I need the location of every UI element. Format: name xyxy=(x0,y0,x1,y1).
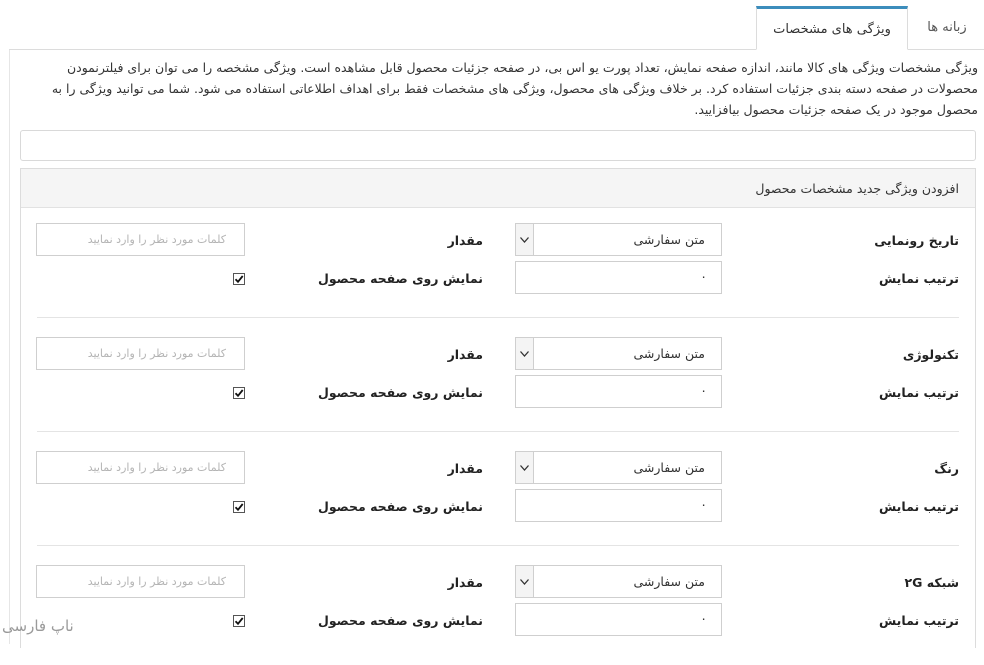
display-order-value: ۰ xyxy=(700,269,707,284)
display-order-value: ۰ xyxy=(700,611,707,626)
tab-label: زبانه ها xyxy=(927,20,967,35)
show-on-product-label: نمایش روی صفحه محصول xyxy=(317,499,483,514)
select-value: متن سفارشی xyxy=(633,460,705,475)
description-text: ویژگی مشخصات ویژگی های کالا مانند، اندازه صفحه نمایش، تعداد پورت یو اس بی، در صفحه جزئیات محصول قابل مشاهده است. ویژگی مشخصه را می توان برای فیلترنمودن محصولات در صفحه دسته بندی جزئیات استفاده کرد. بر خلاف ویژگی های محصول، ویژگی های مشخصات فقط برای اهداف اطلاعاتی استفاده می شود. شما می توانید ویژگی را به محصول موجود در یک صفحه جزئیات محصول بیافزایید. xyxy=(51,60,978,117)
tab-specification-attributes[interactable] xyxy=(756,6,908,50)
attribute-name: تکنولوژی xyxy=(902,347,959,362)
attribute-row xyxy=(21,565,975,665)
attribute-name: رنگ xyxy=(934,461,959,476)
row-divider xyxy=(37,317,959,318)
show-on-product-checkbox[interactable] xyxy=(233,501,245,513)
chevron-down-icon xyxy=(516,566,534,597)
display-order-value: ۰ xyxy=(700,497,707,512)
display-order-label: ترتیب نمایش xyxy=(879,385,959,400)
display-order-label: ترتیب نمایش xyxy=(879,499,959,514)
tab-label: ویژگی های مشخصات xyxy=(773,21,891,37)
display-order-input[interactable] xyxy=(515,603,722,636)
show-on-product-checkbox[interactable] xyxy=(233,387,245,399)
value-placeholder: کلمات مورد نظر را وارد نمایید xyxy=(87,461,226,474)
value-label: مقدار xyxy=(447,233,483,248)
show-on-product-label: نمایش روی صفحه محصول xyxy=(317,271,483,286)
watermark: ناپ فارسی xyxy=(2,617,74,635)
value-input[interactable] xyxy=(36,451,245,484)
attribute-type-select[interactable] xyxy=(515,565,722,598)
add-attribute-panel xyxy=(20,168,976,648)
tab-bar xyxy=(0,0,984,50)
attribute-type-select[interactable] xyxy=(515,223,722,256)
row-divider xyxy=(37,431,959,432)
value-label: مقدار xyxy=(447,347,483,362)
select-value: متن سفارشی xyxy=(633,232,705,247)
attribute-name: تاریخ رونمایی xyxy=(874,233,959,248)
value-placeholder: کلمات مورد نظر را وارد نمایید xyxy=(87,233,226,246)
display-order-label: ترتیب نمایش xyxy=(879,271,959,286)
content-border xyxy=(9,50,10,644)
select-value: متن سفارشی xyxy=(633,346,705,361)
attribute-type-select[interactable] xyxy=(515,451,722,484)
display-order-input[interactable] xyxy=(515,489,722,522)
display-order-input[interactable] xyxy=(515,261,722,294)
attribute-row xyxy=(21,337,975,437)
value-label: مقدار xyxy=(447,461,483,476)
tab-languages[interactable] xyxy=(912,6,982,49)
attribute-name: شبکه ۲G xyxy=(904,575,959,590)
display-order-label: ترتیب نمایش xyxy=(879,613,959,628)
show-on-product-checkbox[interactable] xyxy=(233,615,245,627)
chevron-down-icon xyxy=(516,452,534,483)
value-input[interactable] xyxy=(36,223,245,256)
chevron-down-icon xyxy=(516,338,534,369)
display-order-value: ۰ xyxy=(700,383,707,398)
value-input[interactable] xyxy=(36,337,245,370)
show-on-product-checkbox[interactable] xyxy=(233,273,245,285)
panel-heading xyxy=(21,169,975,208)
value-label: مقدار xyxy=(447,575,483,590)
display-order-input[interactable] xyxy=(515,375,722,408)
chevron-down-icon xyxy=(516,224,534,255)
panel-title: افزودن ویژگی جدید مشخصات محصول xyxy=(755,180,959,196)
select-value: متن سفارشی xyxy=(633,574,705,589)
attribute-row xyxy=(21,223,975,323)
show-on-product-label: نمایش روی صفحه محصول xyxy=(317,613,483,628)
attribute-row xyxy=(21,451,975,551)
attribute-type-select[interactable] xyxy=(515,337,722,370)
existing-attributes-box xyxy=(20,130,976,161)
value-input[interactable] xyxy=(36,565,245,598)
show-on-product-label: نمایش روی صفحه محصول xyxy=(317,385,483,400)
row-divider xyxy=(37,545,959,546)
value-placeholder: کلمات مورد نظر را وارد نمایید xyxy=(87,347,226,360)
value-placeholder: کلمات مورد نظر را وارد نمایید xyxy=(87,575,226,588)
